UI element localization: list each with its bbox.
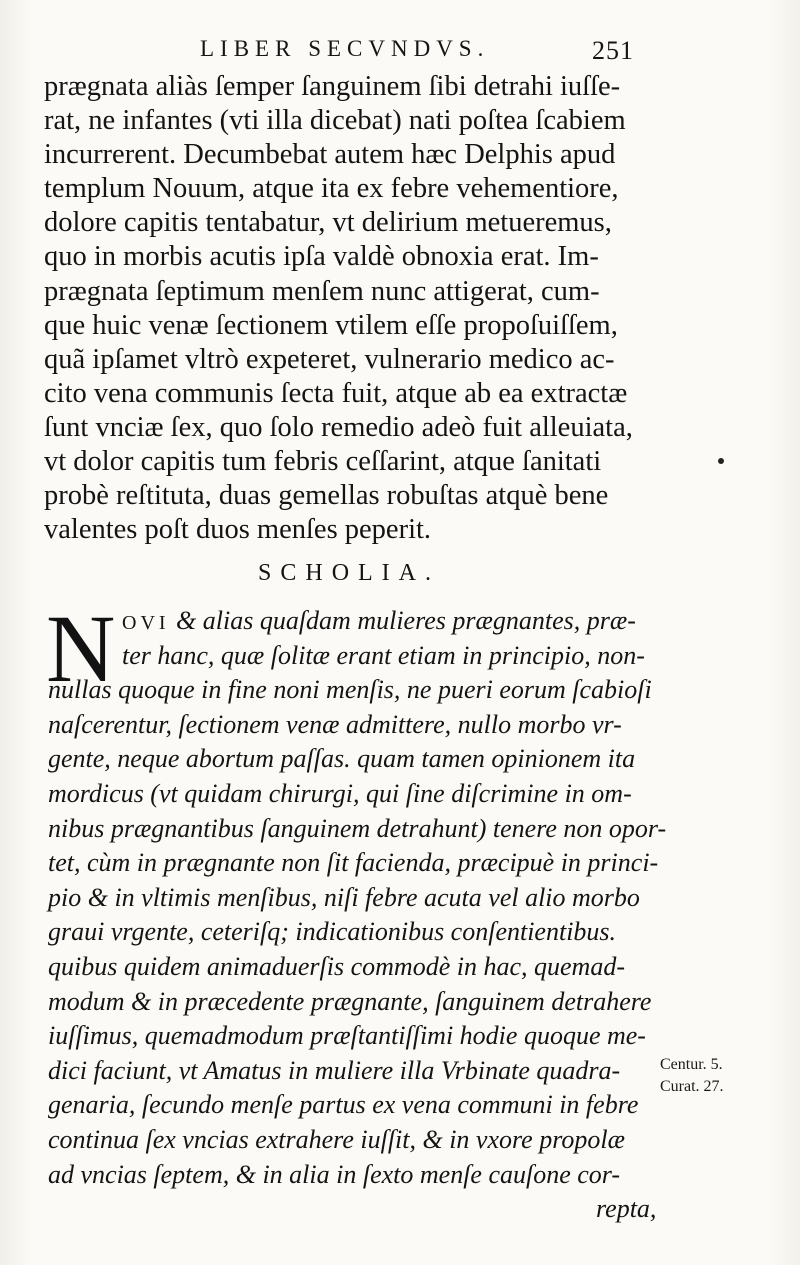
scholia-line: gente, neque abortum paſſas. quam tamen opinionem ita bbox=[48, 744, 636, 774]
text-line: dolore capitis tentabatur, vt delirium metueremus, bbox=[44, 207, 612, 239]
text-line: ſunt vnciæ ſex, quo ſolo remedio adeò fuit alleuiata, bbox=[44, 411, 633, 443]
scholia-line: quibus quidem animaduerſis commodè in hac, quemad- bbox=[48, 951, 625, 981]
scholia-line: continua ſex vncias extrahere iuſſit, & in vxore propolæ bbox=[48, 1124, 625, 1154]
margin-note-line: Curat. 27. bbox=[660, 1078, 724, 1095]
page-number: 251 bbox=[592, 36, 634, 65]
text-line: que huic venæ ſectionem vtilem eſſe propoſuiſſem, bbox=[44, 309, 618, 341]
scholia-line: dici faciunt, vt Amatus in muliere illa Vrbinate quadra- bbox=[48, 1055, 621, 1085]
scholia-line: modum & in præcedente prægnante, ſanguinem detrahere bbox=[48, 986, 652, 1016]
scholia-line: genaria, ſecundo menſe partus ex vena communi in febre bbox=[48, 1090, 639, 1120]
text-line: prægnata ſeptimum menſem nunc attigerat, cum- bbox=[44, 275, 600, 307]
margin-note-line: Centur. 5. bbox=[660, 1056, 723, 1073]
scholia-line: ter hanc, quæ ſolitæ erant etiam in principio, non- bbox=[122, 640, 645, 670]
page-header bbox=[0, 36, 800, 66]
scholia-line: iuſſimus, quemadmodum præſtantiſſimi hodie quoque me- bbox=[48, 1021, 646, 1051]
text-line: valentes poſt duos menſes peperit. bbox=[44, 514, 432, 546]
main-paragraph bbox=[44, 70, 654, 547]
text-line: quã ipſamet vltrò expeteret, vulnerario medico ac- bbox=[44, 343, 615, 375]
scholia-line: tet, cùm in prægnante non ſit facienda, præcipuè in princi- bbox=[48, 848, 659, 878]
first-line-rest: & alias quaſdam mulieres prægnantes, præ- bbox=[169, 606, 636, 635]
first-word-smallcaps: OVI bbox=[122, 612, 170, 634]
margin-note bbox=[660, 1054, 724, 1098]
catchword: repta, bbox=[596, 1194, 657, 1224]
drop-cap: N bbox=[46, 595, 116, 702]
scholia-line: naſcerentur, ſectionem venæ admittere, nullo morbo vr- bbox=[48, 709, 622, 739]
scholia-line: graui vrgente, ceteriſq; indicationibus conſentientibus. bbox=[48, 917, 617, 947]
scholia-line: ad vncias ſeptem, & in alia in ſexto menſe cauſone cor- bbox=[48, 1159, 621, 1189]
text-line: rat, ne infantes (vti illa dicebat) nati poſtea ſcabiem bbox=[44, 105, 626, 137]
scholia-line: nibus prægnantibus ſanguinem detrahunt) tenere non opor- bbox=[48, 813, 667, 843]
text-line: vt dolor capitis tum febris ceſſarint, atque ſanitati bbox=[44, 446, 602, 478]
text-line: quo in morbis acutis ipſa valdè obnoxia erat. Im- bbox=[44, 241, 599, 273]
scholia-heading: SCHOLIA. bbox=[258, 560, 441, 586]
scholia-line: pio & in vltimis menſibus, niſi febre acuta vel alio morbo bbox=[48, 882, 640, 912]
text-line: cito vena communis ſecta fuit, atque ab ea extractæ bbox=[44, 377, 628, 409]
scholia-line: nullas quoque in fine noni menſis, ne pueri eorum ſcabioſi bbox=[48, 675, 652, 705]
text-line: templum Nouum, atque ita ex febre vehementiore, bbox=[44, 173, 619, 205]
text-line: prægnata aliàs ſemper ſanguinem ſibi detrahi iuſſe- bbox=[44, 71, 621, 102]
scholia-line: mordicus (vt quidam chirurgi, qui ſine diſcrimine in om- bbox=[48, 778, 632, 808]
text-line: incurrerent. Decumbebat autem hæc Delphis apud bbox=[44, 139, 616, 171]
running-title: LIBER SECVNDVS. bbox=[200, 36, 490, 61]
scholia-first-line bbox=[48, 604, 658, 639]
scholia-paragraph bbox=[46, 595, 667, 1227]
ink-speck bbox=[718, 458, 724, 464]
text-line: probè reſtituta, duas gemellas robuſtas atquè bene bbox=[44, 480, 609, 512]
